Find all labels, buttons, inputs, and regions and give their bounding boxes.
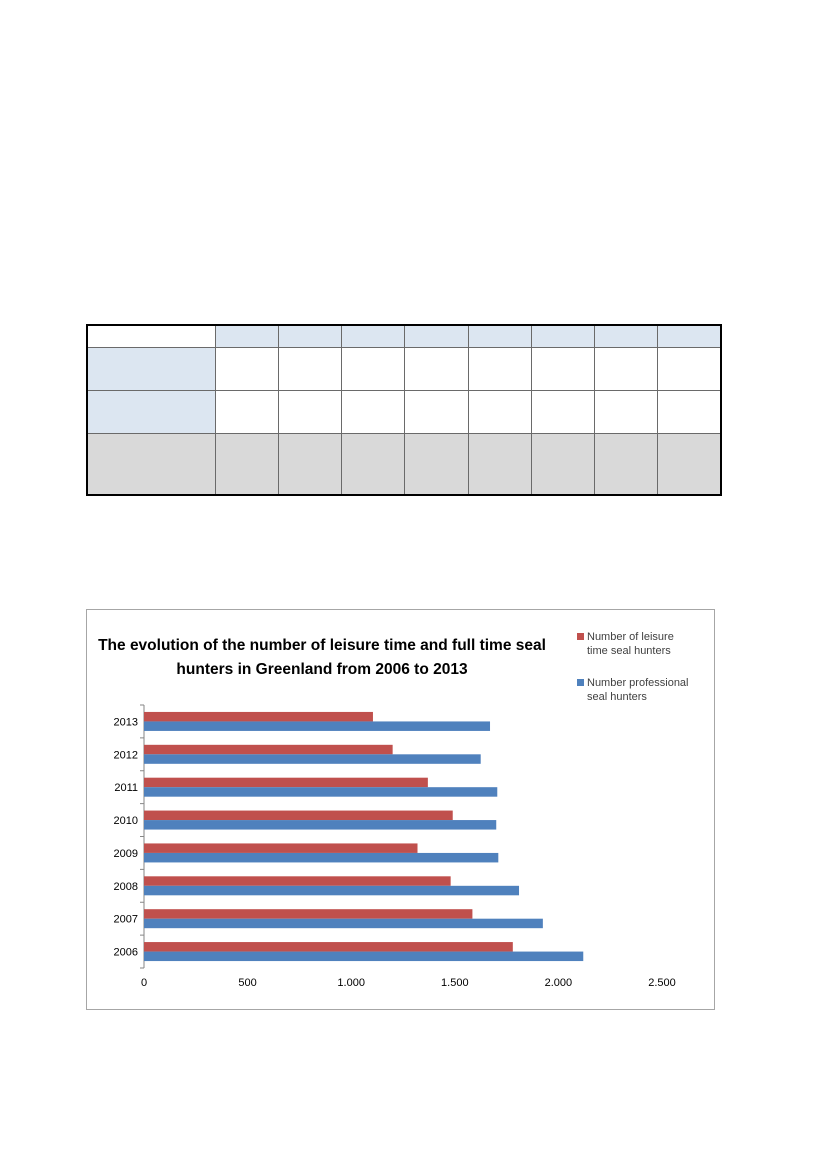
- x-tick-label: 2.500: [648, 977, 676, 989]
- table-cell: [658, 434, 721, 496]
- table-cell: [405, 391, 468, 434]
- bar-leisure: [144, 811, 453, 821]
- y-tick-label: 2012: [113, 749, 138, 762]
- chart-title-line-1: The evolution of the number of leisure time and full time seal: [98, 637, 546, 654]
- x-tick-label: 1.000: [337, 977, 365, 989]
- table-cell: [658, 348, 721, 391]
- x-tick-label: 1.500: [441, 977, 469, 989]
- table-cell: [468, 434, 531, 496]
- table-cell: [468, 391, 531, 434]
- legend-label-line-2: seal hunters: [587, 691, 647, 703]
- table-cell: [215, 391, 278, 434]
- table-cell: [342, 434, 405, 496]
- table-total-row: [87, 434, 721, 496]
- table-header-row: [87, 325, 721, 348]
- table-cell: [87, 434, 215, 496]
- table-cell: [595, 325, 658, 348]
- legend-label-line-1: Number of leisure: [587, 631, 674, 643]
- legend-label-line-2: time seal hunters: [587, 645, 671, 657]
- x-tick-label: 0: [140, 977, 148, 989]
- table-cell: [278, 348, 341, 391]
- bar-leisure: [144, 909, 472, 919]
- table-cell: [278, 391, 341, 434]
- bar-professional: [144, 853, 498, 863]
- y-tick-label: 2010: [113, 815, 138, 828]
- bar-professional: [144, 919, 543, 929]
- bar-chart: [87, 610, 714, 1009]
- y-tick-label: 2011: [114, 782, 138, 795]
- table-cell: [87, 391, 215, 434]
- y-tick-label: 2008: [113, 880, 138, 893]
- x-tick-label: 2.000: [544, 977, 573, 989]
- bar-leisure: [144, 942, 513, 952]
- table-cell: [468, 325, 531, 348]
- bar-professional: [144, 820, 496, 830]
- table-row: [87, 391, 721, 434]
- bar-professional: [144, 886, 519, 896]
- table-cell: [87, 325, 215, 348]
- table-cell: [342, 325, 405, 348]
- table-cell: [215, 348, 278, 391]
- table-cell: [531, 434, 594, 496]
- legend-label-line-1: Number professional: [587, 677, 689, 689]
- table-cell: [468, 348, 531, 391]
- chart-area: [86, 609, 715, 1010]
- table-cell: [405, 325, 468, 348]
- chart-title-line-2: hunters in Greenland from 2006 to 2013: [176, 661, 468, 678]
- bar-leisure: [144, 712, 373, 722]
- table-cell: [531, 348, 594, 391]
- table-cell: [342, 391, 405, 434]
- y-tick-label: 2009: [113, 847, 138, 860]
- table-cell: [342, 348, 405, 391]
- table-cell: [278, 434, 341, 496]
- x-tick-label: 500: [238, 977, 257, 989]
- table-cell: [87, 348, 215, 391]
- table-cell: [215, 325, 278, 348]
- table-cell: [595, 434, 658, 496]
- data-table: [86, 324, 722, 496]
- table-cell: [405, 348, 468, 391]
- table-cell: [405, 434, 468, 496]
- bar-leisure: [144, 778, 428, 788]
- table-cell: [658, 391, 721, 434]
- bar-leisure: [144, 843, 418, 853]
- bar-professional: [144, 787, 497, 797]
- bar-leisure: [144, 876, 451, 886]
- bar-leisure: [144, 745, 393, 755]
- y-tick-label: 2007: [113, 913, 138, 926]
- bar-professional: [144, 721, 490, 731]
- table-cell: [531, 391, 594, 434]
- table-cell: [278, 325, 341, 348]
- y-tick-label: 2006: [113, 946, 138, 959]
- table-cell: [215, 434, 278, 496]
- bar-professional: [144, 754, 481, 764]
- bar-professional: [144, 952, 583, 962]
- table-row: [87, 348, 721, 391]
- y-tick-label: 2013: [113, 716, 138, 729]
- table-cell: [658, 325, 721, 348]
- table-cell: [595, 391, 658, 434]
- table-cell: [595, 348, 658, 391]
- table-cell: [531, 325, 594, 348]
